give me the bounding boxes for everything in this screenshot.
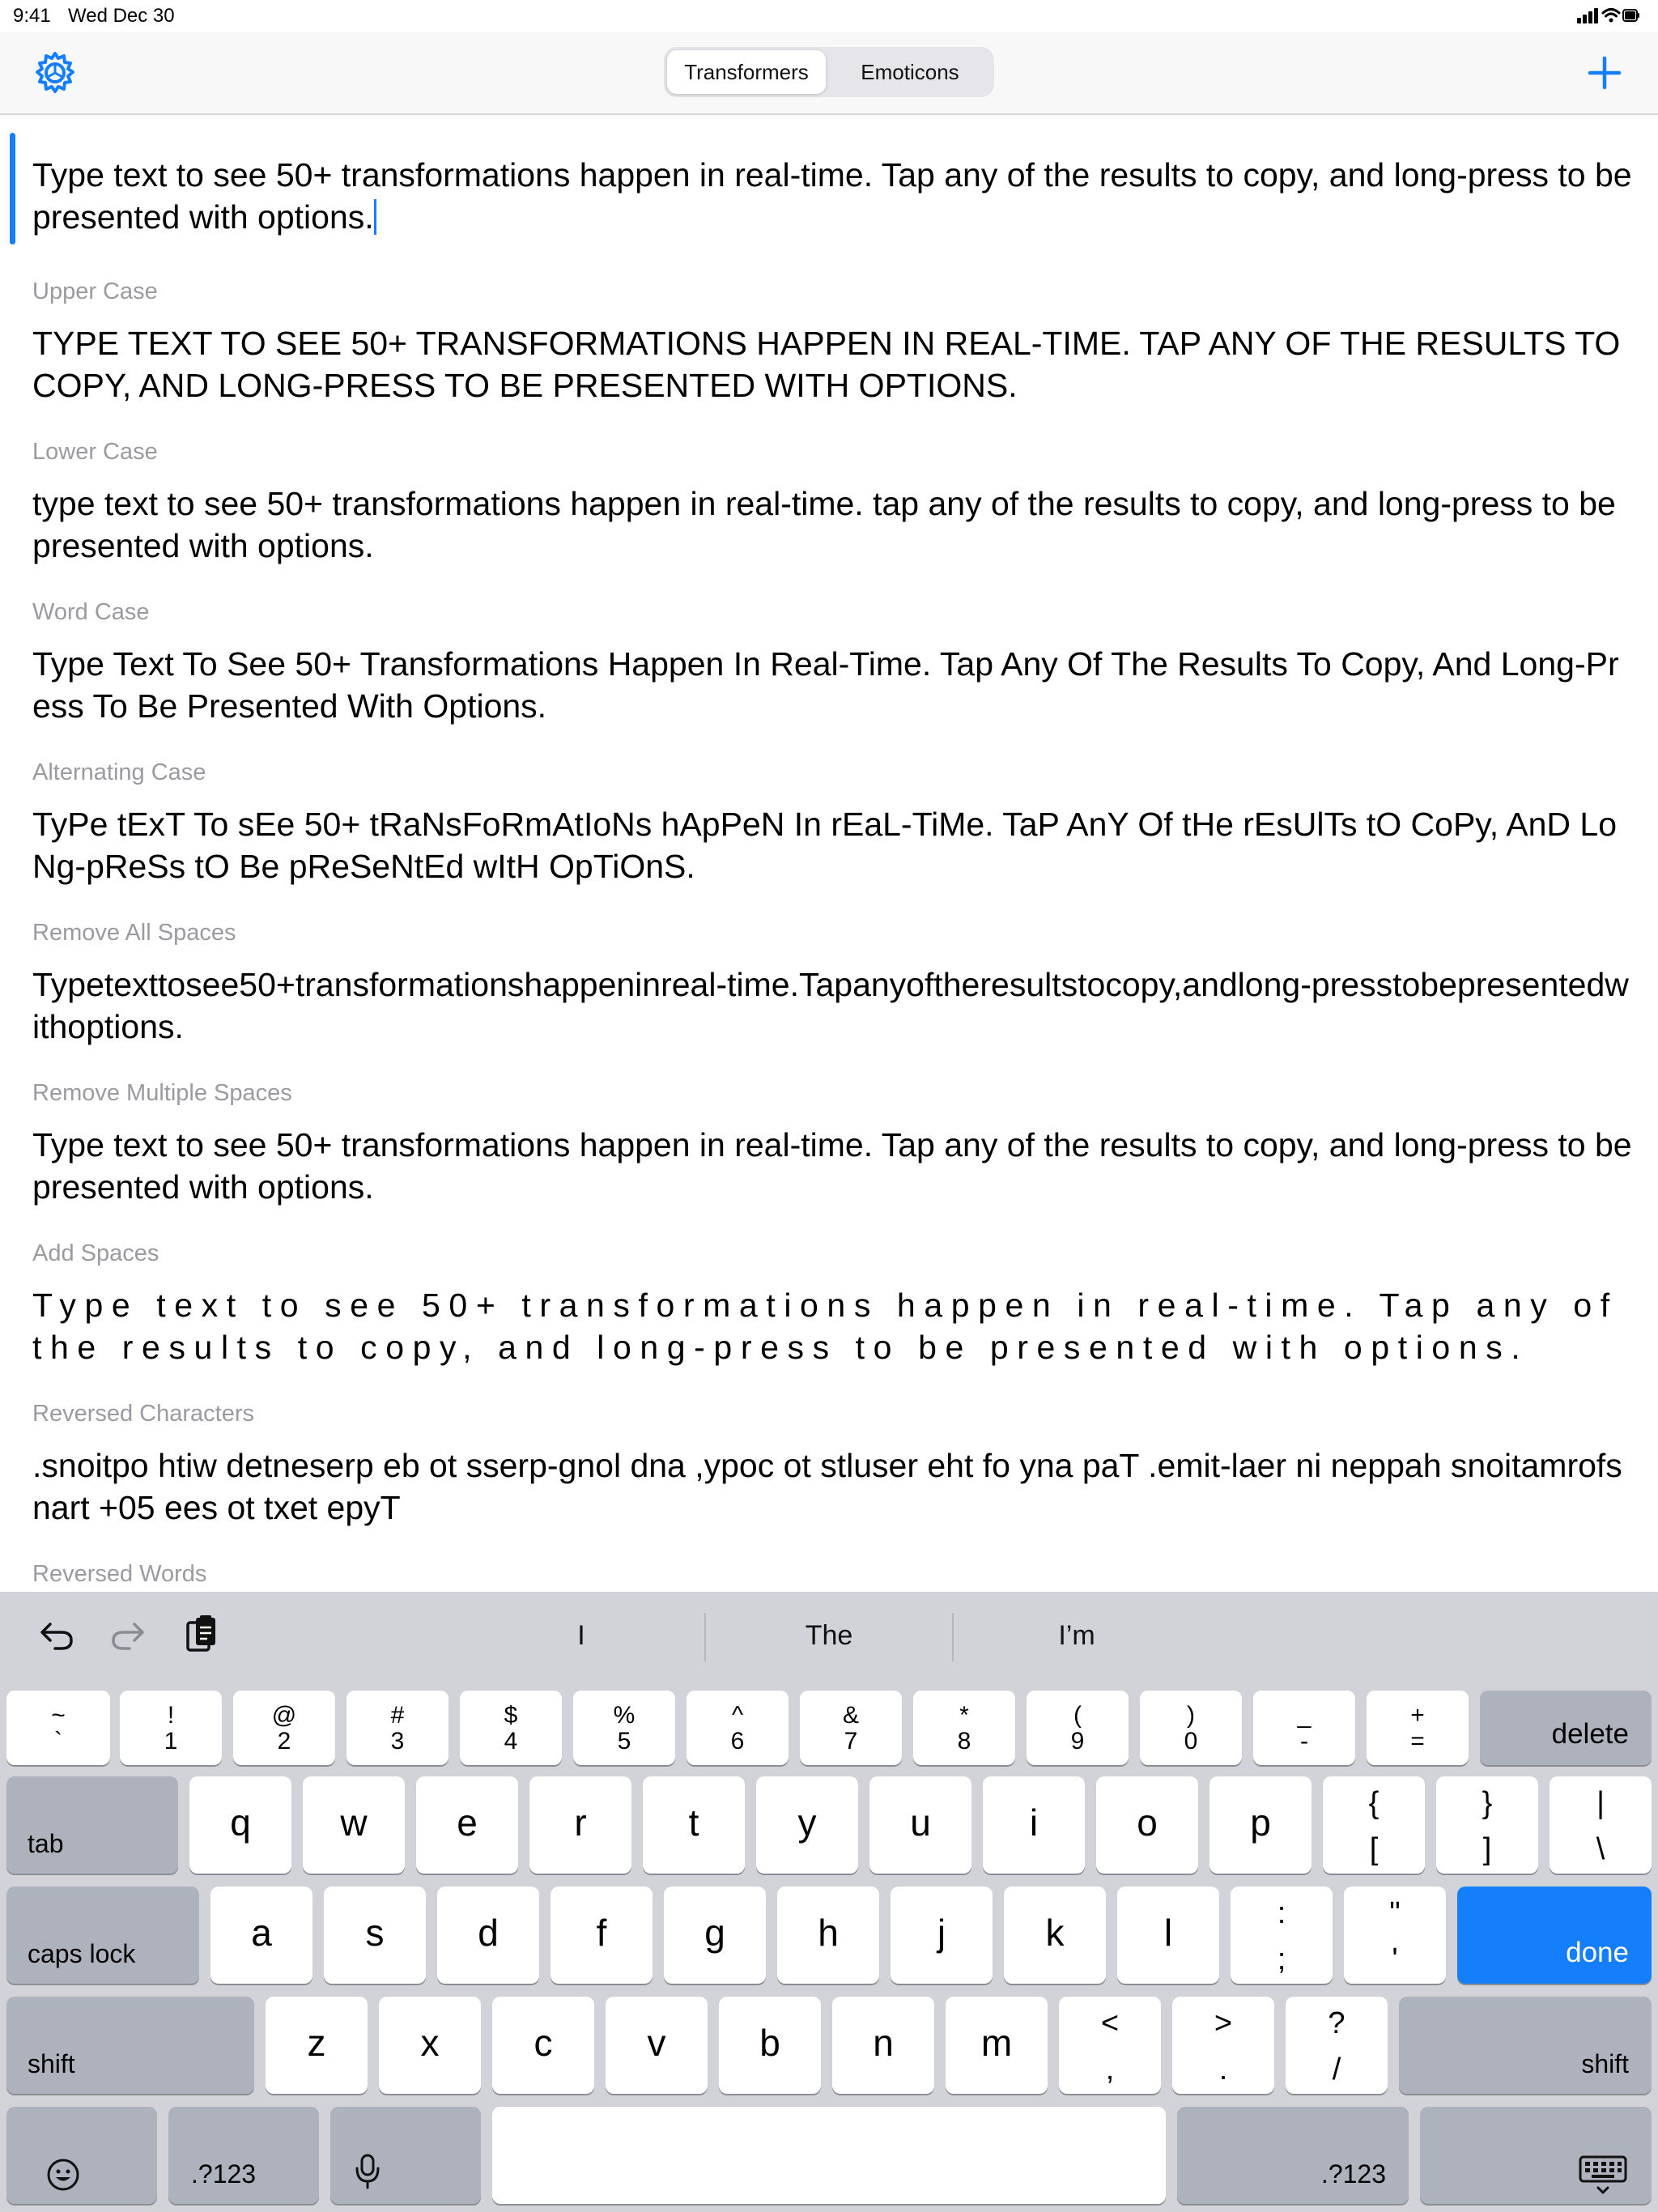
text-input[interactable] [32, 154, 1635, 238]
key-glyph: 2 [277, 1728, 291, 1755]
delete-key-label: delete [1551, 1718, 1629, 1750]
key-3[interactable] [346, 1691, 449, 1765]
emoji-icon [45, 2157, 81, 2193]
key-shift-glyph: $ [504, 1702, 518, 1729]
key-e[interactable] [416, 1776, 518, 1874]
key-glyph: ; [1277, 1942, 1286, 1976]
key-glyph: j [937, 1911, 946, 1954]
undo-icon [34, 1613, 79, 1658]
settings-button[interactable] [32, 50, 78, 96]
navigation-bar [0, 32, 1658, 115]
key-shift-glyph: | [1596, 1786, 1605, 1820]
key-glyph: ' [1392, 1942, 1398, 1976]
key-comma[interactable] [1059, 1997, 1161, 2094]
key-bracket-left[interactable] [1323, 1776, 1425, 1874]
result-text: Type Text To See 50+ Transformations Happen In Real-Time. Tap Any Of The Results To Copy, And Long-Press To Be Presented With Options. [32, 645, 1619, 725]
key-glyph: d [478, 1911, 499, 1954]
result-reversed-words[interactable] [32, 1558, 1635, 1590]
key-slash[interactable] [1286, 1997, 1388, 2094]
result-label: Remove Multiple Spaces [32, 1080, 292, 1106]
key-0[interactable] [1140, 1691, 1242, 1765]
key-t[interactable] [643, 1776, 745, 1874]
key-minus[interactable] [1253, 1691, 1355, 1765]
result-lower-case[interactable] [32, 436, 1635, 567]
key-glyph: r [574, 1801, 587, 1844]
key-shift-glyph: * [959, 1702, 969, 1729]
paste-clipboard-icon [178, 1613, 223, 1658]
key-glyph: w [340, 1801, 368, 1844]
key-glyph: n [873, 2021, 894, 2064]
key-shift-glyph: > [1214, 2006, 1233, 2040]
system-indicators [1575, 5, 1640, 30]
key-glyph: q [230, 1801, 251, 1844]
cellular-signal-icon [1577, 8, 1598, 23]
key-7[interactable] [800, 1691, 902, 1765]
key-shift-glyph: ? [1328, 2006, 1346, 2040]
key-shift-glyph: < [1100, 2006, 1120, 2040]
key-4[interactable] [460, 1691, 562, 1765]
key-glyph: h [818, 1911, 839, 1954]
caps-lock-key-label: caps lock [28, 1939, 136, 1968]
key-g[interactable] [664, 1887, 766, 1984]
input-text-value: Type text to see 50+ transformations happen in real-time. Tap any of the results to copy, and long-press to be presented with options. [32, 156, 1632, 236]
paste-button[interactable] [178, 1613, 223, 1658]
key-glyph: b [759, 2021, 780, 2064]
caps-lock-key[interactable] [6, 1887, 199, 1984]
key-glyph: / [1332, 2052, 1341, 2087]
keyboard-dismiss-icon [1577, 2154, 1629, 2199]
key-m[interactable] [946, 1997, 1048, 2094]
delete-key[interactable] [1480, 1691, 1652, 1765]
numbers-key-label: .?123 [191, 2159, 257, 2189]
key-glyph: x [420, 2021, 440, 2064]
key-period[interactable] [1172, 1997, 1274, 2094]
key-quote[interactable] [1344, 1887, 1446, 1984]
shortcut-suggestion-bar [0, 1592, 1658, 1678]
key-8[interactable] [913, 1691, 1015, 1765]
key-s[interactable] [324, 1887, 426, 1984]
tab-key[interactable] [6, 1776, 178, 1874]
key-glyph: 3 [390, 1728, 405, 1755]
key-1[interactable] [120, 1691, 222, 1765]
key-glyph: 4 [504, 1728, 518, 1755]
key-glyph: s [365, 1911, 385, 1954]
result-text: Type text to see 50+ transformations happen in real-time. Tap any of the results to copy, and long-press to be presented with options. [32, 1126, 1632, 1206]
key-shift-glyph: @ [271, 1702, 297, 1729]
dictation-key[interactable] [330, 2107, 481, 2204]
segment-emoticons[interactable]: Emoticons [861, 60, 959, 84]
result-text: Typetexttosee50+transformationshappeninreal-time.Tapanyoftheresultstocopy,andlong-presstobepresentedwithoptions. [32, 966, 1629, 1045]
key-glyph: p [1250, 1801, 1271, 1844]
keyboard [0, 1592, 1658, 2212]
key-shift-glyph: % [613, 1702, 636, 1729]
key-n[interactable] [832, 1997, 934, 2094]
key-p[interactable] [1209, 1776, 1312, 1874]
result-word-case[interactable] [32, 596, 1635, 727]
result-text: Type text to see 50+ transformations happen in real-time. Tap any of the results to copy, and long-press to be presented with options. [32, 1287, 1618, 1366]
key-6[interactable] [687, 1691, 789, 1765]
key-r[interactable] [529, 1776, 631, 1874]
result-reversed-characters[interactable] [32, 1397, 1635, 1529]
key-glyph: , [1105, 2052, 1115, 2087]
input-focus-indicator [10, 133, 15, 245]
key-glyph: z [307, 2021, 326, 2064]
key-glyph: 7 [844, 1728, 858, 1755]
key-glyph: \ [1596, 1832, 1605, 1866]
result-text: TyPe tExT To sEe 50+ tRaNsFoRmAtIoNs hApPeN In rEaL-TiMe. TaP AnY Of tHe rEsUlTs tO CoPy, AnD LoNg-pReSs tO Be pReSeNtEd wItH OpTiOnS. [32, 806, 1618, 885]
suggestion-3[interactable]: I’m [1058, 1620, 1095, 1651]
plus-icon [1585, 53, 1624, 92]
numbers-key-label: .?123 [1320, 2159, 1386, 2189]
key-shift-glyph: } [1482, 1786, 1493, 1820]
key-shift-glyph: ( [1073, 1702, 1082, 1729]
key-semicolon[interactable] [1231, 1887, 1333, 1984]
result-label: Add Spaces [32, 1240, 159, 1266]
settings-gear-icon [32, 50, 78, 96]
key-glyph: i [1029, 1801, 1039, 1844]
result-label: Alternating Case [32, 759, 206, 785]
key-glyph: g [704, 1911, 725, 1954]
key-glyph: k [1045, 1911, 1065, 1954]
key-u[interactable] [869, 1776, 971, 1874]
text-input-area[interactable] [0, 133, 1658, 246]
key-backslash[interactable] [1550, 1776, 1652, 1874]
status-date: Wed Dec 30 [68, 5, 175, 27]
key-glyph: c [534, 2021, 553, 2064]
key-shift-glyph: _ [1297, 1702, 1312, 1729]
key-glyph: f [596, 1911, 607, 1954]
key-f[interactable] [551, 1887, 653, 1984]
result-remove-multiple-spaces[interactable] [32, 1077, 1635, 1208]
key-glyph: ] [1482, 1832, 1492, 1866]
key-glyph: ` [54, 1728, 62, 1755]
key-c[interactable] [492, 1997, 594, 2094]
key-glyph: 5 [617, 1728, 631, 1755]
done-key[interactable] [1457, 1887, 1652, 1984]
result-label: Reversed Characters [32, 1401, 254, 1427]
shift-key-left[interactable] [6, 1997, 254, 2094]
key-glyph: 9 [1070, 1728, 1085, 1755]
key-shift-glyph: ~ [51, 1702, 66, 1729]
key-glyph: m [980, 2021, 1013, 2064]
key-h[interactable] [777, 1887, 879, 1984]
key-glyph: a [251, 1911, 272, 1954]
text-caret [374, 199, 376, 235]
suggestion-divider [952, 1613, 954, 1661]
key-l[interactable] [1117, 1887, 1219, 1984]
key-b[interactable] [719, 1997, 821, 2094]
result-label: Word Case [32, 599, 150, 625]
key-shift-glyph: ^ [731, 1702, 744, 1729]
key-glyph: - [1300, 1728, 1308, 1755]
key-z[interactable] [266, 1997, 368, 2094]
key-y[interactable] [756, 1776, 858, 1874]
suggestion-1[interactable]: I [577, 1620, 585, 1651]
key-glyph: e [457, 1801, 478, 1844]
key-d[interactable] [437, 1887, 539, 1984]
numbers-key-left[interactable] [168, 2107, 319, 2204]
key-glyph: y [797, 1801, 817, 1844]
microphone-icon [353, 2152, 382, 2191]
key-backtick[interactable] [6, 1691, 110, 1765]
space-bar[interactable] [492, 2107, 1166, 2204]
key-j[interactable] [891, 1887, 993, 1984]
key-glyph: t [688, 1801, 699, 1844]
key-2[interactable] [233, 1691, 335, 1765]
segment-transformers[interactable]: Transformers [667, 50, 826, 94]
key-9[interactable] [1027, 1691, 1129, 1765]
key-glyph: 0 [1184, 1728, 1198, 1755]
key-bracket-right[interactable] [1436, 1776, 1538, 1874]
shift-key-label: shift [1581, 2049, 1629, 2078]
result-upper-case[interactable] [32, 275, 1635, 406]
status-bar [0, 0, 1658, 32]
key-shift-glyph: # [390, 1702, 405, 1729]
key-a[interactable] [210, 1887, 312, 1984]
redo-icon [105, 1613, 151, 1658]
result-add-spaces[interactable] [32, 1237, 1635, 1368]
key-o[interactable] [1096, 1776, 1198, 1874]
redo-button[interactable] [105, 1613, 151, 1658]
result-text: .snoitpo htiw detneserp eb ot sserp-gnol dna ,ypoc ot stluser eht fo yna paT .emit-laer ni neppah snoitamrofsnart +05 ees ot txet epyT [32, 1447, 1622, 1526]
numbers-key-right[interactable] [1177, 2107, 1409, 2204]
key-shift-glyph: ) [1187, 1702, 1195, 1729]
result-remove-all-spaces[interactable] [32, 917, 1635, 1048]
key-glyph: 8 [957, 1728, 971, 1755]
key-5[interactable] [573, 1691, 675, 1765]
key-shift-glyph: { [1368, 1786, 1380, 1820]
wifi-icon [1603, 10, 1619, 23]
key-shift-glyph: ! [167, 1702, 175, 1729]
key-x[interactable] [379, 1997, 481, 2094]
suggestion-divider [704, 1613, 706, 1661]
result-text: TYPE TEXT TO SEE 50+ TRANSFORMATIONS HAPPEN IN REAL-TIME. TAP ANY OF THE RESULTS TO COPY, AND LONG-PRESS TO BE PRESENTED WITH OPTIONS. [32, 325, 1621, 404]
key-i[interactable] [983, 1776, 1085, 1874]
key-glyph: 6 [730, 1728, 745, 1755]
key-shift-glyph: : [1277, 1896, 1286, 1930]
key-shift-glyph: " [1389, 1896, 1401, 1930]
key-q[interactable] [189, 1776, 291, 1874]
key-glyph: = [1410, 1728, 1425, 1755]
key-glyph: v [647, 2021, 666, 2064]
key-w[interactable] [303, 1776, 405, 1874]
key-shift-glyph: + [1410, 1702, 1425, 1729]
key-glyph: . [1218, 2052, 1228, 2087]
tab-key-label: tab [28, 1829, 64, 1858]
transformations-list [0, 115, 1658, 1592]
result-label: Lower Case [32, 439, 158, 465]
suggestion-2[interactable]: The [805, 1620, 853, 1651]
dismiss-keyboard-key[interactable] [1420, 2107, 1652, 2204]
shift-key-label: shift [28, 2049, 75, 2078]
result-alternating-case[interactable] [32, 756, 1635, 887]
done-key-label: done [1566, 1937, 1629, 1968]
key-glyph: [ [1369, 1832, 1379, 1866]
key-glyph: l [1163, 1911, 1173, 1954]
emoji-key[interactable] [6, 2107, 157, 2204]
add-button[interactable] [1585, 53, 1624, 92]
status-time: 9:41 [13, 5, 51, 27]
shift-key-right[interactable] [1399, 1997, 1652, 2094]
result-label: Reversed Words [32, 1561, 207, 1587]
key-glyph: o [1137, 1801, 1158, 1844]
key-equals[interactable] [1367, 1691, 1469, 1765]
result-label: Remove All Spaces [32, 920, 236, 946]
undo-button[interactable] [34, 1613, 79, 1658]
key-shift-glyph: & [842, 1702, 859, 1729]
battery-icon [1623, 10, 1639, 21]
key-v[interactable] [606, 1997, 708, 2094]
key-k[interactable] [1004, 1887, 1106, 1984]
result-label: Upper Case [32, 279, 158, 304]
key-glyph: 1 [164, 1728, 178, 1755]
key-glyph: u [910, 1801, 931, 1844]
mode-segmented-control [664, 47, 994, 97]
result-text: type text to see 50+ transformations happen in real-time. tap any of the results to copy, and long-press to be presented with options. [32, 485, 1616, 564]
